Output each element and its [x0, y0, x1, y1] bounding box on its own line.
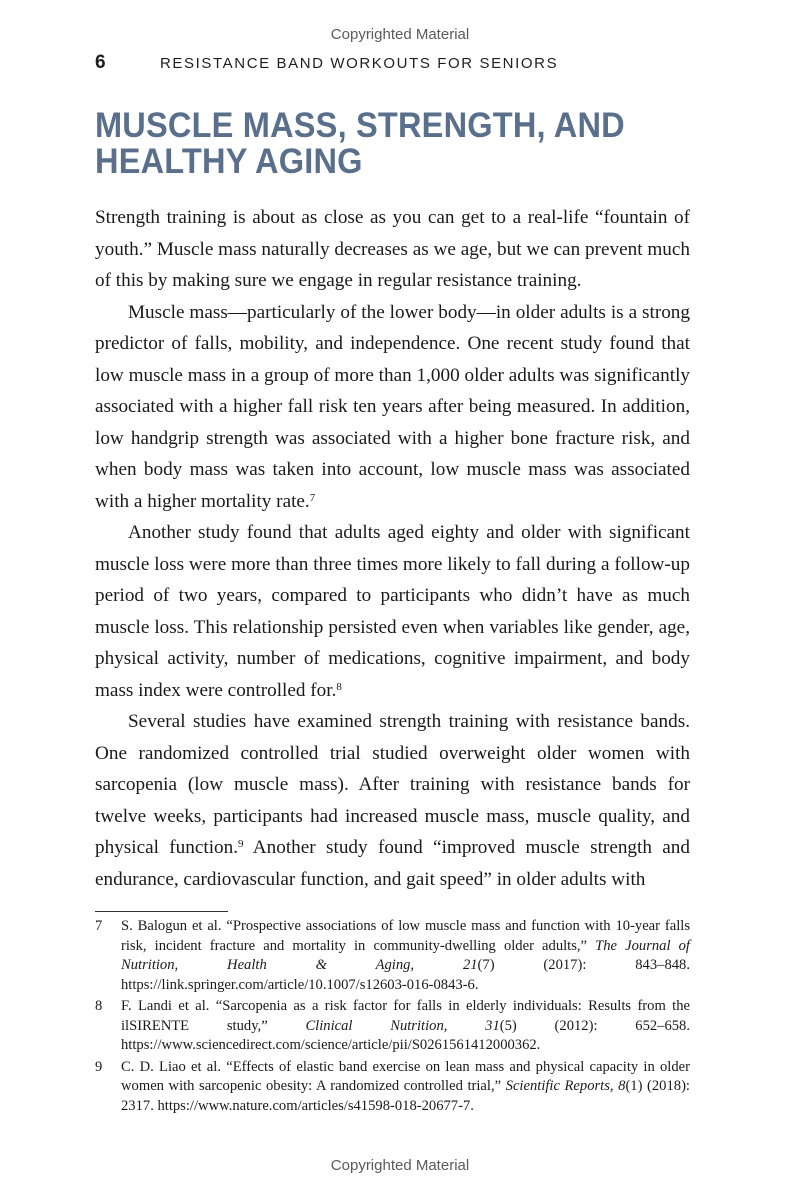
copyright-watermark-bottom: Copyrighted Material	[330, 1157, 470, 1174]
footnote-ref-8[interactable]: 8	[336, 680, 342, 693]
footnote-9	[95, 1058, 690, 1117]
footnote-8	[95, 997, 690, 1056]
footnote-number: 7	[95, 918, 103, 934]
paragraph-text: Another study found that adults aged eighty and older with significant muscle loss were more than three times more likely to fall during a follow-up period of two years, compared to participants who didn’t have as much muscle loss. This relationship persisted even when variables like gender, age, physical activity, number of medications, cognitive impairment, and body mass index were controlled for.	[95, 522, 690, 701]
paragraph-text-continued: Another study found “improved muscle strength and endurance, cardiovascular function, and gait speed” in older adults with	[95, 837, 690, 890]
footnote-ref-9[interactable]: 9	[238, 838, 244, 850]
footnote-citation: S. Balogun et al. “Prospective associations of low muscle mass and function with 10-year falls risk, incident fracture and mortality in community-dwelling older adults,”	[121, 918, 690, 954]
book-title: RESISTANCE BAND WORKOUTS FOR SENIORS	[160, 55, 559, 72]
chapter-title: MUSCLE MASS, STRENGTH, AND HEALTHY AGING	[95, 106, 625, 181]
footnote-citation: F. Landi et al. “Sarcopenia as a risk factor for falls in elderly individuals: Results from the ilSIRENTE study,”	[121, 998, 690, 1034]
paragraph-2	[95, 297, 690, 518]
footnote-citation: C. D. Liao et al. “Effects of elastic band exercise on lean mass and physical capacity in older women with sarcopenic obesity: A randomized controlled trial,”	[121, 1058, 690, 1094]
paragraph-text: Strength training is about as close as you can get to a real-life “fountain of youth.” Muscle mass naturally decreases as we age, but we can prevent much of this by making sure we engage in regular resistance training.	[95, 207, 690, 291]
paragraph-text: Muscle mass—particularly of the lower body—in older adults is a strong predictor of falls, mobility, and independence. One recent study found that low muscle mass in a group of more than 1,000 older adults was significantly associated with a higher fall risk ten years after being measured. In addition, low handgrip strength was associated with a higher bone fracture risk, and when body mass was taken into account, low muscle mass was associated with a higher mortality rate.	[95, 301, 690, 512]
footnote-divider	[95, 911, 228, 912]
paragraph-3	[95, 517, 690, 706]
footnote-7	[95, 917, 690, 995]
footnote-journal: Clinical Nutrition, 31	[305, 1017, 500, 1034]
footnote-text	[121, 1058, 690, 1117]
footnote-text	[121, 997, 690, 1056]
footnote-link[interactable]: (5) (2012): 652–658. https://www.sciencedirect.com/science/article/pii/S0261561412000362.	[121, 1017, 690, 1053]
footnote-link[interactable]: (1) (2018): 2317. https://www.nature.com/articles/s41598-018-20677-7.	[121, 1078, 690, 1114]
running-header	[95, 52, 558, 74]
footnotes	[95, 917, 690, 1118]
paragraph-1	[95, 202, 690, 297]
page-number: 6	[95, 52, 106, 73]
paragraph-4	[95, 706, 690, 895]
footnote-ref-7[interactable]: 7	[309, 491, 316, 504]
footnote-number: 9	[95, 1058, 103, 1075]
footnote-text	[121, 917, 690, 995]
copyright-watermark-top: Copyrighted Material	[330, 26, 470, 43]
footnote-journal: The Journal of Nutrition, Health & Aging, 21	[121, 937, 690, 973]
paragraph-text: Several studies have examined strength training with resistance bands. One randomized controlled trial studied overweight older women with sarcopenia (low muscle mass). After training with resistance bands for twelve weeks, participants had increased muscle mass, muscle quality, and physical function.	[95, 711, 690, 858]
footnote-journal: Scientific Reports, 8	[505, 1078, 626, 1094]
footnote-link[interactable]: (7) (2017): 843–848. https://link.springer.com/article/10.1007/s12603-016-0843-6.	[121, 957, 690, 993]
footnote-number: 8	[95, 998, 103, 1014]
body-text	[95, 202, 690, 895]
